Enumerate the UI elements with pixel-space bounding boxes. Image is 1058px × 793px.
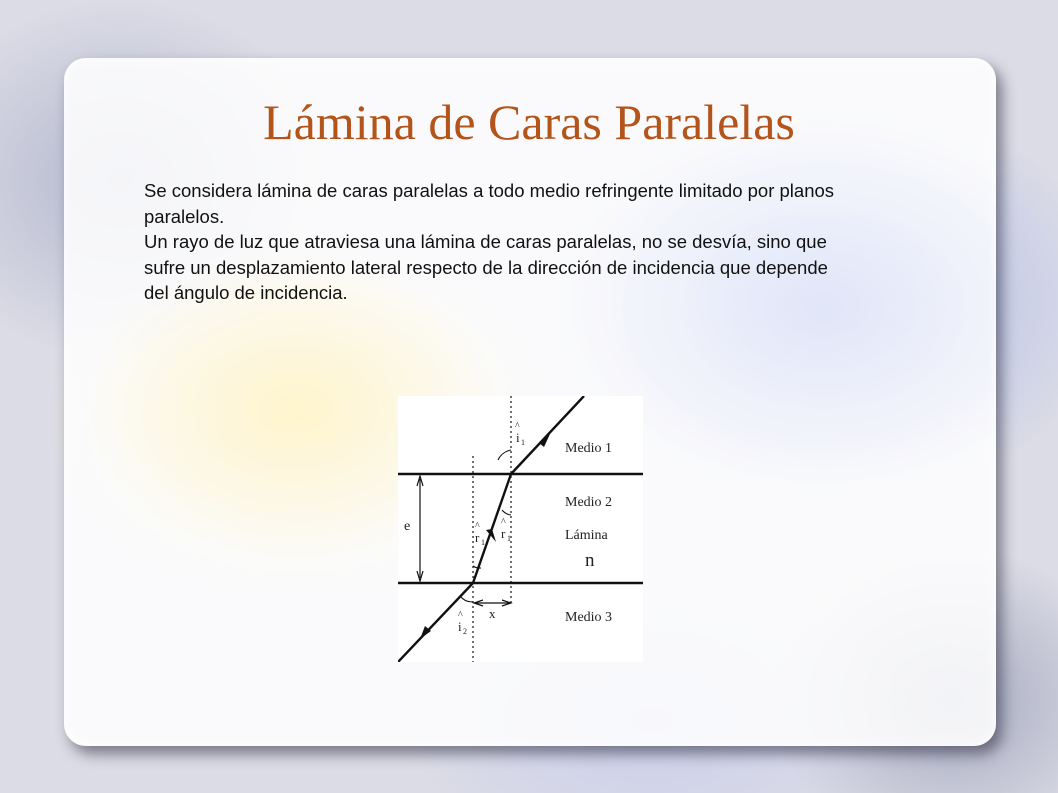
label-lamina: Lámina [565,528,608,543]
angle-label-r1-left: r [475,530,480,545]
angle-label-r1-left-sub: 1 [481,538,485,547]
thickness-label: e [404,519,411,534]
angle-arc-i1 [498,450,511,460]
angle-label-r1-right: r [501,526,506,541]
emergent-ray [398,583,473,662]
hat-r1-left: ^ [475,521,480,532]
refraction-diagram [398,396,643,662]
paragraph-definition: Se considera lámina de caras paralelas a todo medio refringente limitado por planos paralelos. [144,180,835,227]
incident-ray [511,396,584,474]
slide-title: Lámina de Caras Paralelas [263,94,795,150]
angle-arc-i2 [460,596,473,602]
label-medio-2: Medio 2 [565,495,613,510]
label-medio-1: Medio 1 [565,441,613,456]
hat-i1: ^ [515,421,520,432]
displacement-label: x [489,606,496,621]
hat-r1-right: ^ [501,517,506,528]
angle-label-i1: i [516,430,520,445]
incident-ray-arrowhead [539,434,550,447]
angle-label-r1-right-sub: 1 [507,534,511,543]
refraction-diagram-svg [398,396,643,662]
hat-i2: ^ [458,610,463,621]
label-medio-3: Medio 3 [565,610,613,625]
angle-label-i2-sub: 2 [463,627,467,636]
angle-arc-r1-top [502,510,511,515]
label-refractive-index: n [585,550,595,571]
angle-label-i1-sub: 1 [521,438,525,447]
body-text [144,178,844,306]
paragraph-explanation: Un rayo de luz que atraviesa una lámina de caras paralelas, no se desvía, sino que sufre un desplazamiento lateral respecto de la dirección de incidencia que depende del ángulo de incidencia. [144,231,828,303]
angle-label-i2: i [458,619,462,634]
